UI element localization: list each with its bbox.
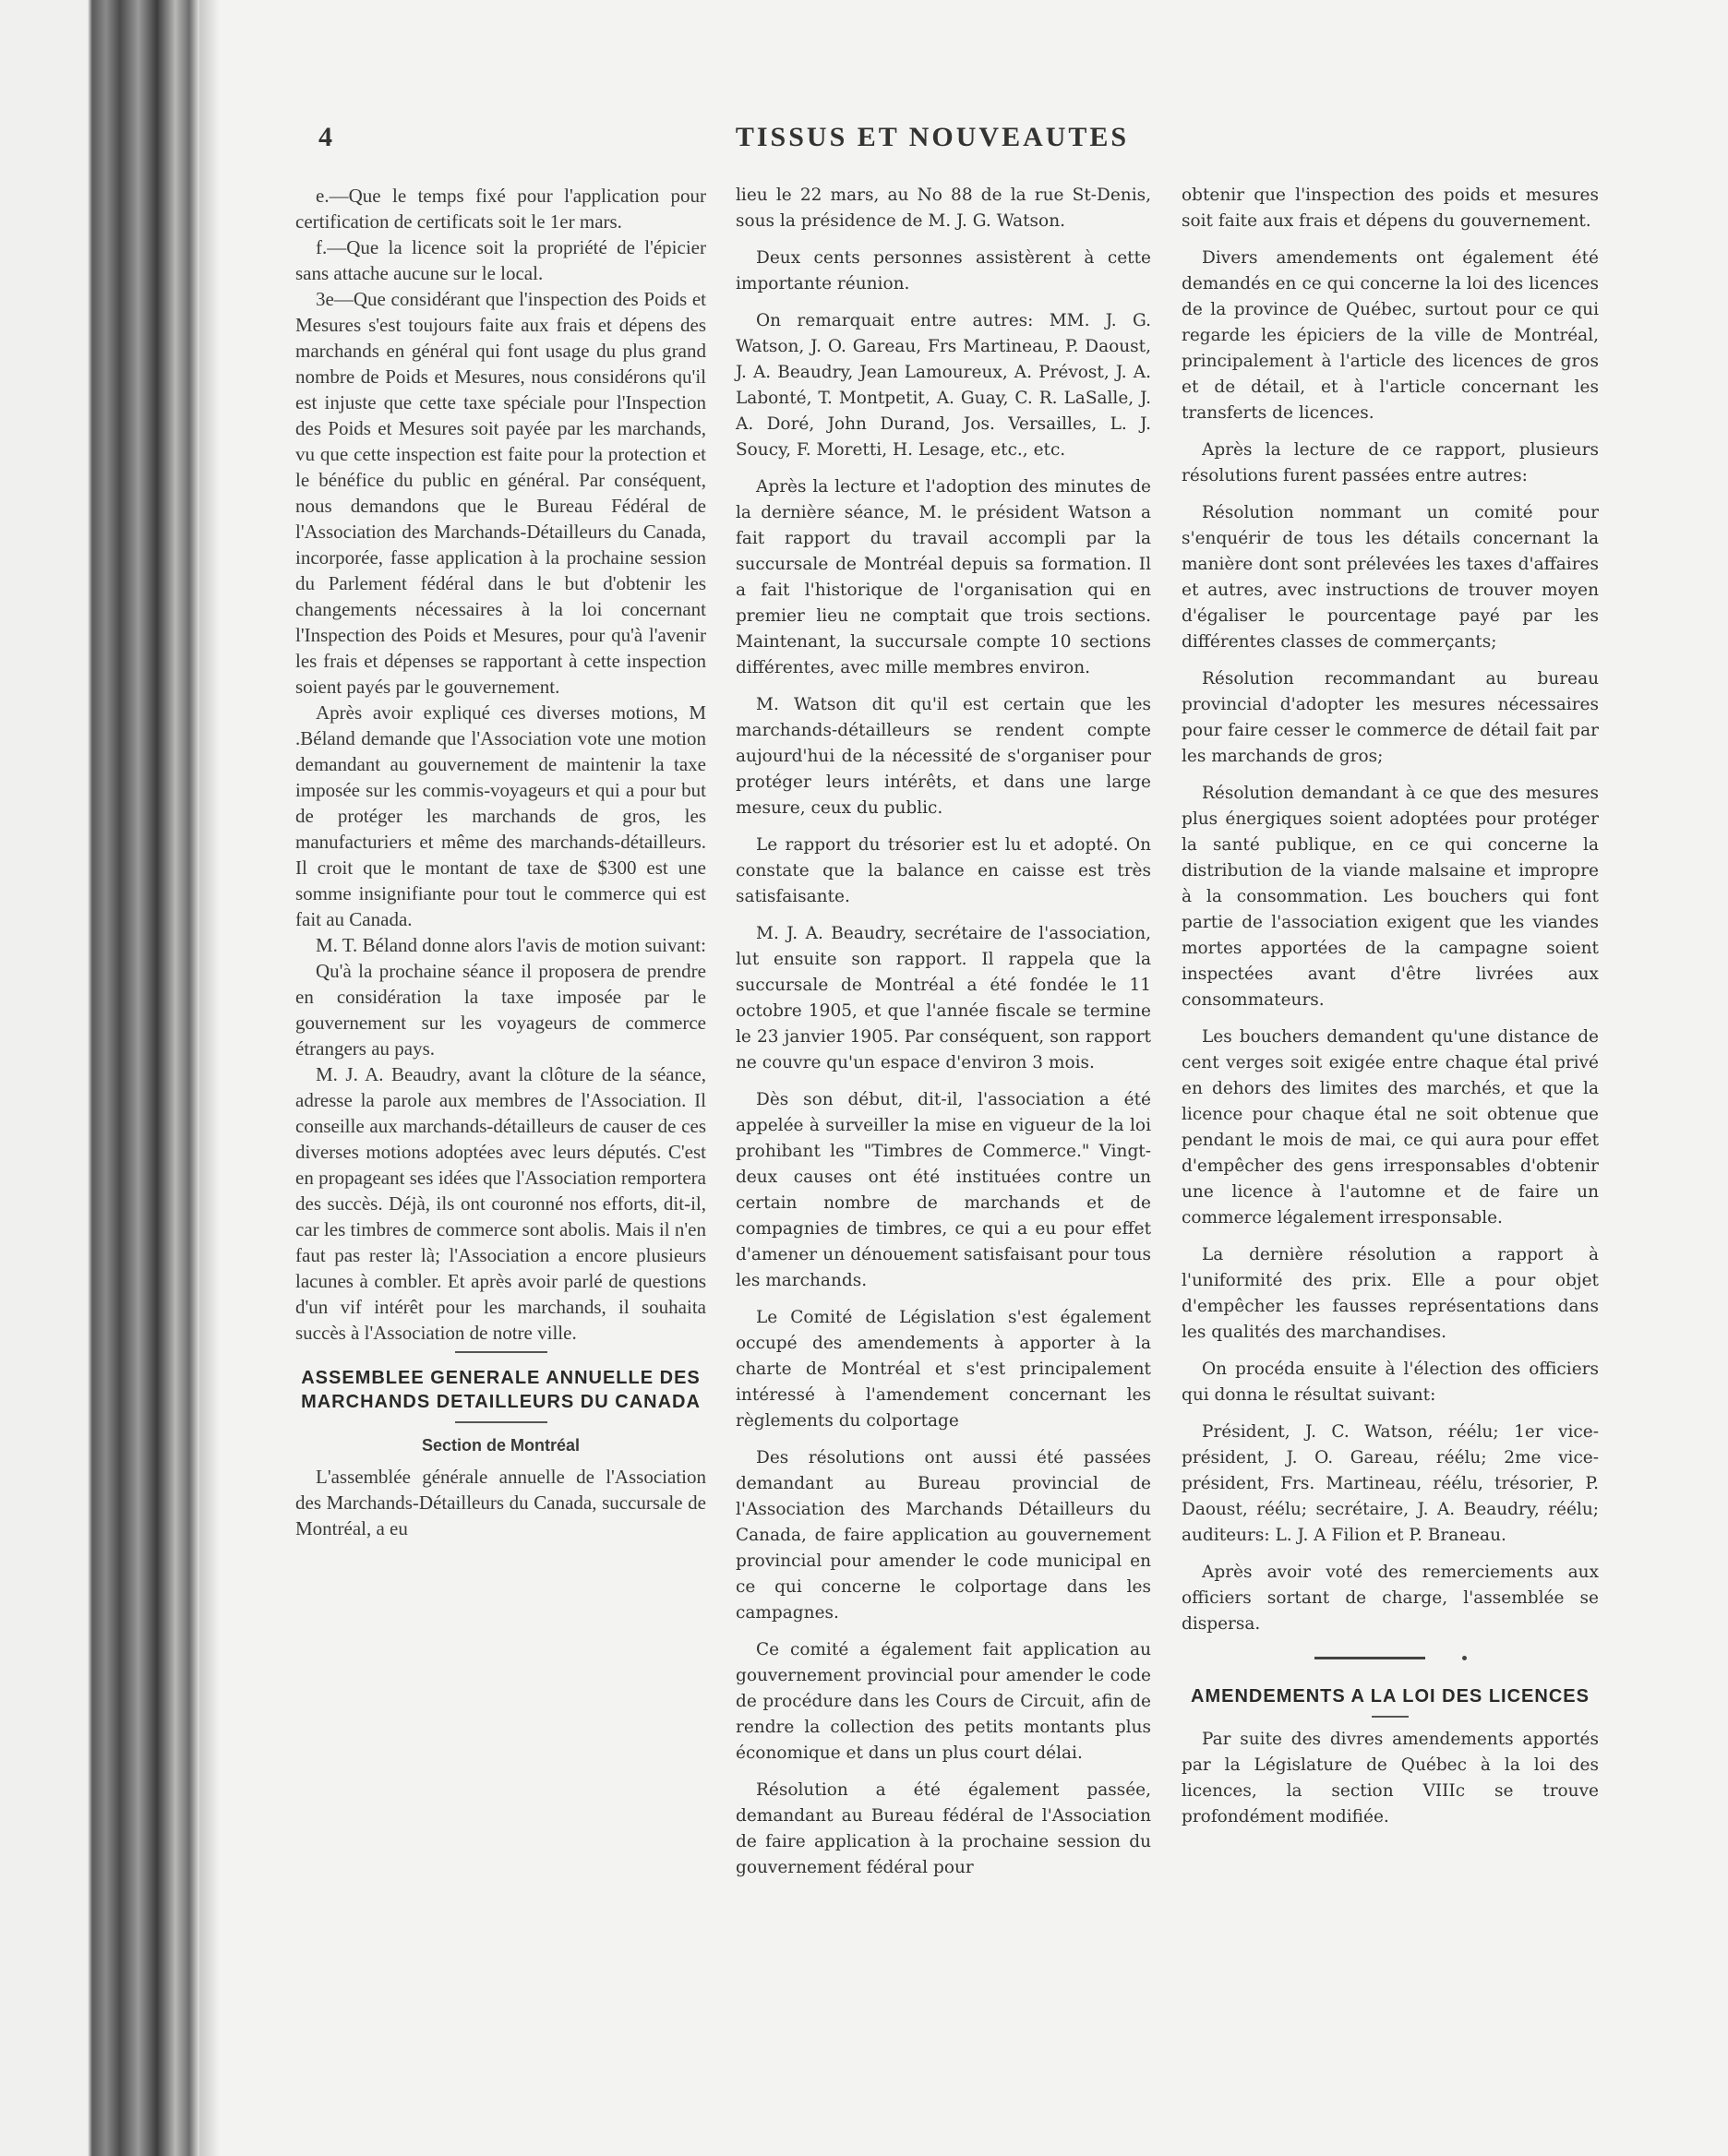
paragraph: M. J. A. Beaudry, secrétaire de l'association, lut ensuite son rapport. Il rappela que la succursale de Montréal a été fondée le 11 octobre 1905, et que l'année fiscale se termine le 23 janvier 1905. Par conséquent, son rapport ne couvre qu'un espace d'environ 3 mois. <box>736 924 1151 1072</box>
book-binding-edge <box>0 0 199 2156</box>
paragraph: La dernière résolution a rapport à l'uniformité des prix. Elle a pour objet d'empêcher les fausses représentations dans les qualités des marchandises. <box>1182 1245 1599 1342</box>
column-3 <box>1182 183 1599 1841</box>
page-header <box>318 122 1546 159</box>
section-rule <box>455 1421 547 1423</box>
paragraph: M. J. A. Beaudry, avant la clôture de la séance, adresse la parole aux membres de l'Association. Il conseille aux marchands-détailleurs de causer de ces diverses motions adoptées avec leurs députés. C'est en propageant ses idées que l'Association remportera des succès. Déjà, ils ont couronné nos efforts, dit-il, car les timbres de commerce sont abolis. Mais il n'en faut pas rester là; l'Association a encore plusieurs lacunes à combler. Et après avoir parlé de questions d'un vif intérêt pour les marchands, il souhaita succès à l'Association de notre ville. <box>295 1063 706 1344</box>
paragraph: L'assemblée générale annuelle de l'Association des Marchands-Détailleurs du Canada, succursale de Montréal, a eu <box>295 1466 706 1539</box>
paragraph: On remarquait entre autres: MM. J. G. Watson, J. O. Gareau, Frs Martineau, P. Daoust, J. A. Beaudry, Jean Lamoureux, A. Prévost, J. A. Labonté, T. Montpetit, A. Guay, C. R. LaSalle, J. A. Doré, John Durand, Jos. Versailles, L. J. Soucy, F. Moretti, H. Lesage, etc., etc. <box>736 311 1151 460</box>
paragraph: Après avoir expliqué ces diverses motions, M .Béland demande que l'Association vote une motion demandant au gouvernement de maintenir la taxe imposée sur les commis-voyageurs et qui a pour but de protéger les marchands de gros, les manufacturiers et même des marchands-détailleurs. Il croit que le montant de taxe de $300 est une somme insignifiante pour tout le commerce qui est fait au Canada. <box>295 701 706 930</box>
paragraph: M. Watson dit qu'il est certain que les marchands-détailleurs se rendent compte aujourd'hui de la nécessité de s'organiser pour protéger leurs intérêts, et dans une large mesure, ceux du public. <box>736 695 1151 818</box>
column-1 <box>295 183 706 1541</box>
paragraph: Résolution demandant à ce que des mesures plus énergiques soient adoptées pour protéger la santé publique, en ce qui concerne la distribution de la viande malsaine et impropre à la consommation. Les bouchers qui font partie de l'association exigent que les viandes mortes apportées de la campagne soient inspectées avant d'être livrées aux consommateurs. <box>1182 784 1599 1010</box>
paragraph: Après avoir voté des remerciements aux officiers sortant de charge, l'assemblée se dispersa. <box>1182 1563 1599 1634</box>
section-rule <box>455 1351 547 1353</box>
paragraph: Le Comité de Législation s'est également occupé des amendements à apporter à la charte de Montréal et s'est principalement intéressé à l'amendement concernant les règlements du colportage <box>736 1308 1151 1431</box>
paragraph: Résolution recommandant au bureau provincial d'adopter les mesures nécessaires pour faire cesser le commerce de détail fait par les marchands de gros; <box>1182 669 1599 766</box>
paragraph: e.—Que le temps fixé pour l'application pour certification de certificats soit le 1er mars. <box>295 185 706 233</box>
paragraph: Résolution nommant un comité pour s'enquérir de tous les détails concernant la manière dont sont prélevées les taxes d'affaires et autres, avec instructions de trouver moyen d'égaliser le pourcentage payé par les différentes classes de commerçants; <box>1182 503 1599 652</box>
section-title-assemblee: ASSEMBLEE GENERALE ANNUELLE DES MARCHANDS DETAILLEURS DU CANADA <box>301 1368 701 1412</box>
paragraph: Divers amendements ont également été demandés en ce qui concerne la loi des licences de la province de Québec, surtout pour ce qui regarde les épiciers de la ville de Montréal, principalement à l'article des licences de gros et de détail, et à l'article concernant les transferts de licences. <box>1182 248 1599 423</box>
paragraph: On procéda ensuite à l'élection des officiers qui donna le résultat suivant: <box>1182 1359 1599 1405</box>
paragraph: Après la lecture de ce rapport, plusieurs résolutions furent passées entre autres: <box>1182 440 1599 485</box>
divider-line <box>1314 1657 1425 1659</box>
page-number: 4 <box>318 122 332 152</box>
paragraph: f.—Que la licence soit la propriété de l'épicier sans attache aucune sur le local. <box>295 236 706 284</box>
paragraph: Des résolutions ont aussi été passées demandant au Bureau provincial de l'Association des Marchands Détailleurs du Canada, de faire application au gouvernement provincial pour amender le code municipal en ce qui concerne le colportage dans les campagnes. <box>736 1448 1151 1623</box>
paragraph: Le rapport du trésorier est lu et adopté. On constate que la balance en caisse est très satisfaisante. <box>736 835 1151 906</box>
section-title-amendements: AMENDEMENTS A LA LOI DES LICENCES <box>1191 1686 1590 1707</box>
paragraph: Qu'à la prochaine séance il proposera de prendre en considération la taxe imposée par le gouvernement sur les voyageurs de commerce étrangers au pays. <box>295 960 706 1060</box>
paragraph: Dès son début, dit-il, l'association a été appelée à surveiller la mise en vigueur de la loi prohibant les "Timbres de Commerce." Vingt-deux causes ont été instituées contre un certain nombre de marchands et de compagnies de timbres, ce qui a eu pour effet d'amener un dénouement satisfaisant pour tous les marchands. <box>736 1090 1151 1290</box>
section-divider-ornament <box>1182 1656 1599 1660</box>
paragraph: Deux cents personnes assistèrent à cette importante réunion. <box>736 248 1151 293</box>
section-rule <box>1372 1716 1409 1718</box>
paragraph: Ce comité a également fait application au gouvernement provincial pour amender le code de procédure dans les Cours de Circuit, afin de rendre la collection des petits montants plus économique et dans un plus court délai. <box>736 1640 1151 1763</box>
running-title: TISSUS ET NOUVEAUTES <box>735 122 1130 152</box>
paragraph: M. T. Béland donne alors l'avis de motion suivant: <box>316 934 706 956</box>
paragraph: Président, J. C. Watson, réélu; 1er vice-président, J. O. Gareau, réélu; 2me vice-président, Frs. Martineau, réélu, trésorier, P. Daoust, réélu; secrétaire, J. A. Beaudry, réélu; auditeurs: L. J. A Filion et P. Braneau. <box>1182 1422 1599 1545</box>
divider-dot <box>1462 1656 1467 1660</box>
gutter-shadow <box>199 0 220 2156</box>
paragraph: Résolution a été également passée, demandant au Bureau fédéral de l'Association de faire application à la prochaine session du gouvernement fédéral pour <box>736 1780 1151 1877</box>
paragraph: obtenir que l'inspection des poids et mesures soit faite aux frais et dépens du gouvernement. <box>1182 186 1599 231</box>
paragraph: Par suite des divres amendements apportés par la Législature de Québec à la loi des licences, la section VIIIc se trouve profondément modifiée. <box>1182 1730 1599 1827</box>
paragraph: Après la lecture et l'adoption des minutes de la dernière séance, M. le président Watson a fait rapport du travail accompli par la succursale de Montréal depuis sa formation. Il a fait l'historique de l'organisation qui en premier lieu ne comptait que trois sections. Maintenant, la succursale compte 10 sections différentes, avec mille membres environ. <box>736 477 1151 677</box>
paragraph: lieu le 22 mars, au No 88 de la rue St-Denis, sous la présidence de M. J. G. Watson. <box>736 186 1151 231</box>
subsection-title-montreal: Section de Montréal <box>421 1436 581 1455</box>
column-2 <box>736 183 1151 1892</box>
paragraph: 3e—Que considérant que l'inspection des Poids et Mesures s'est toujours faite aux frais et dépens des marchands en général qui font usage du plus grand nombre de Poids et Mesures, nous considérons qu'il est injuste que cette taxe spéciale pour l'Inspection des Poids et Mesures soit payée par les marchands, vu que cette inspection est faite pour la protection et le bénéfice du public en général. Par conséquent, nous demandons que le Bureau Fédéral de l'Association des Marchands-Détailleurs du Canada, incorporée, fasse application à la prochaine session du Parlement fédéral dans le but d'obtenir les changements nécessaires à la loi concernant l'Inspection des Poids et Mesures, pour qu'à l'avenir les frais et dépenses se rapportant à cette inspection soient payés par le gouvernement. <box>295 288 706 698</box>
paragraph: Les bouchers demandent qu'une distance de cent verges soit exigée entre chaque étal privé en dehors des limites des marchés, et que la licence pour chaque étal ne soit obtenue que pendant le mois de mai, ce qui aura pour effet d'empêcher des gens irresponsables d'obtenir une licence à l'automne et de faire un commerce légalement irresponsable. <box>1182 1027 1599 1228</box>
